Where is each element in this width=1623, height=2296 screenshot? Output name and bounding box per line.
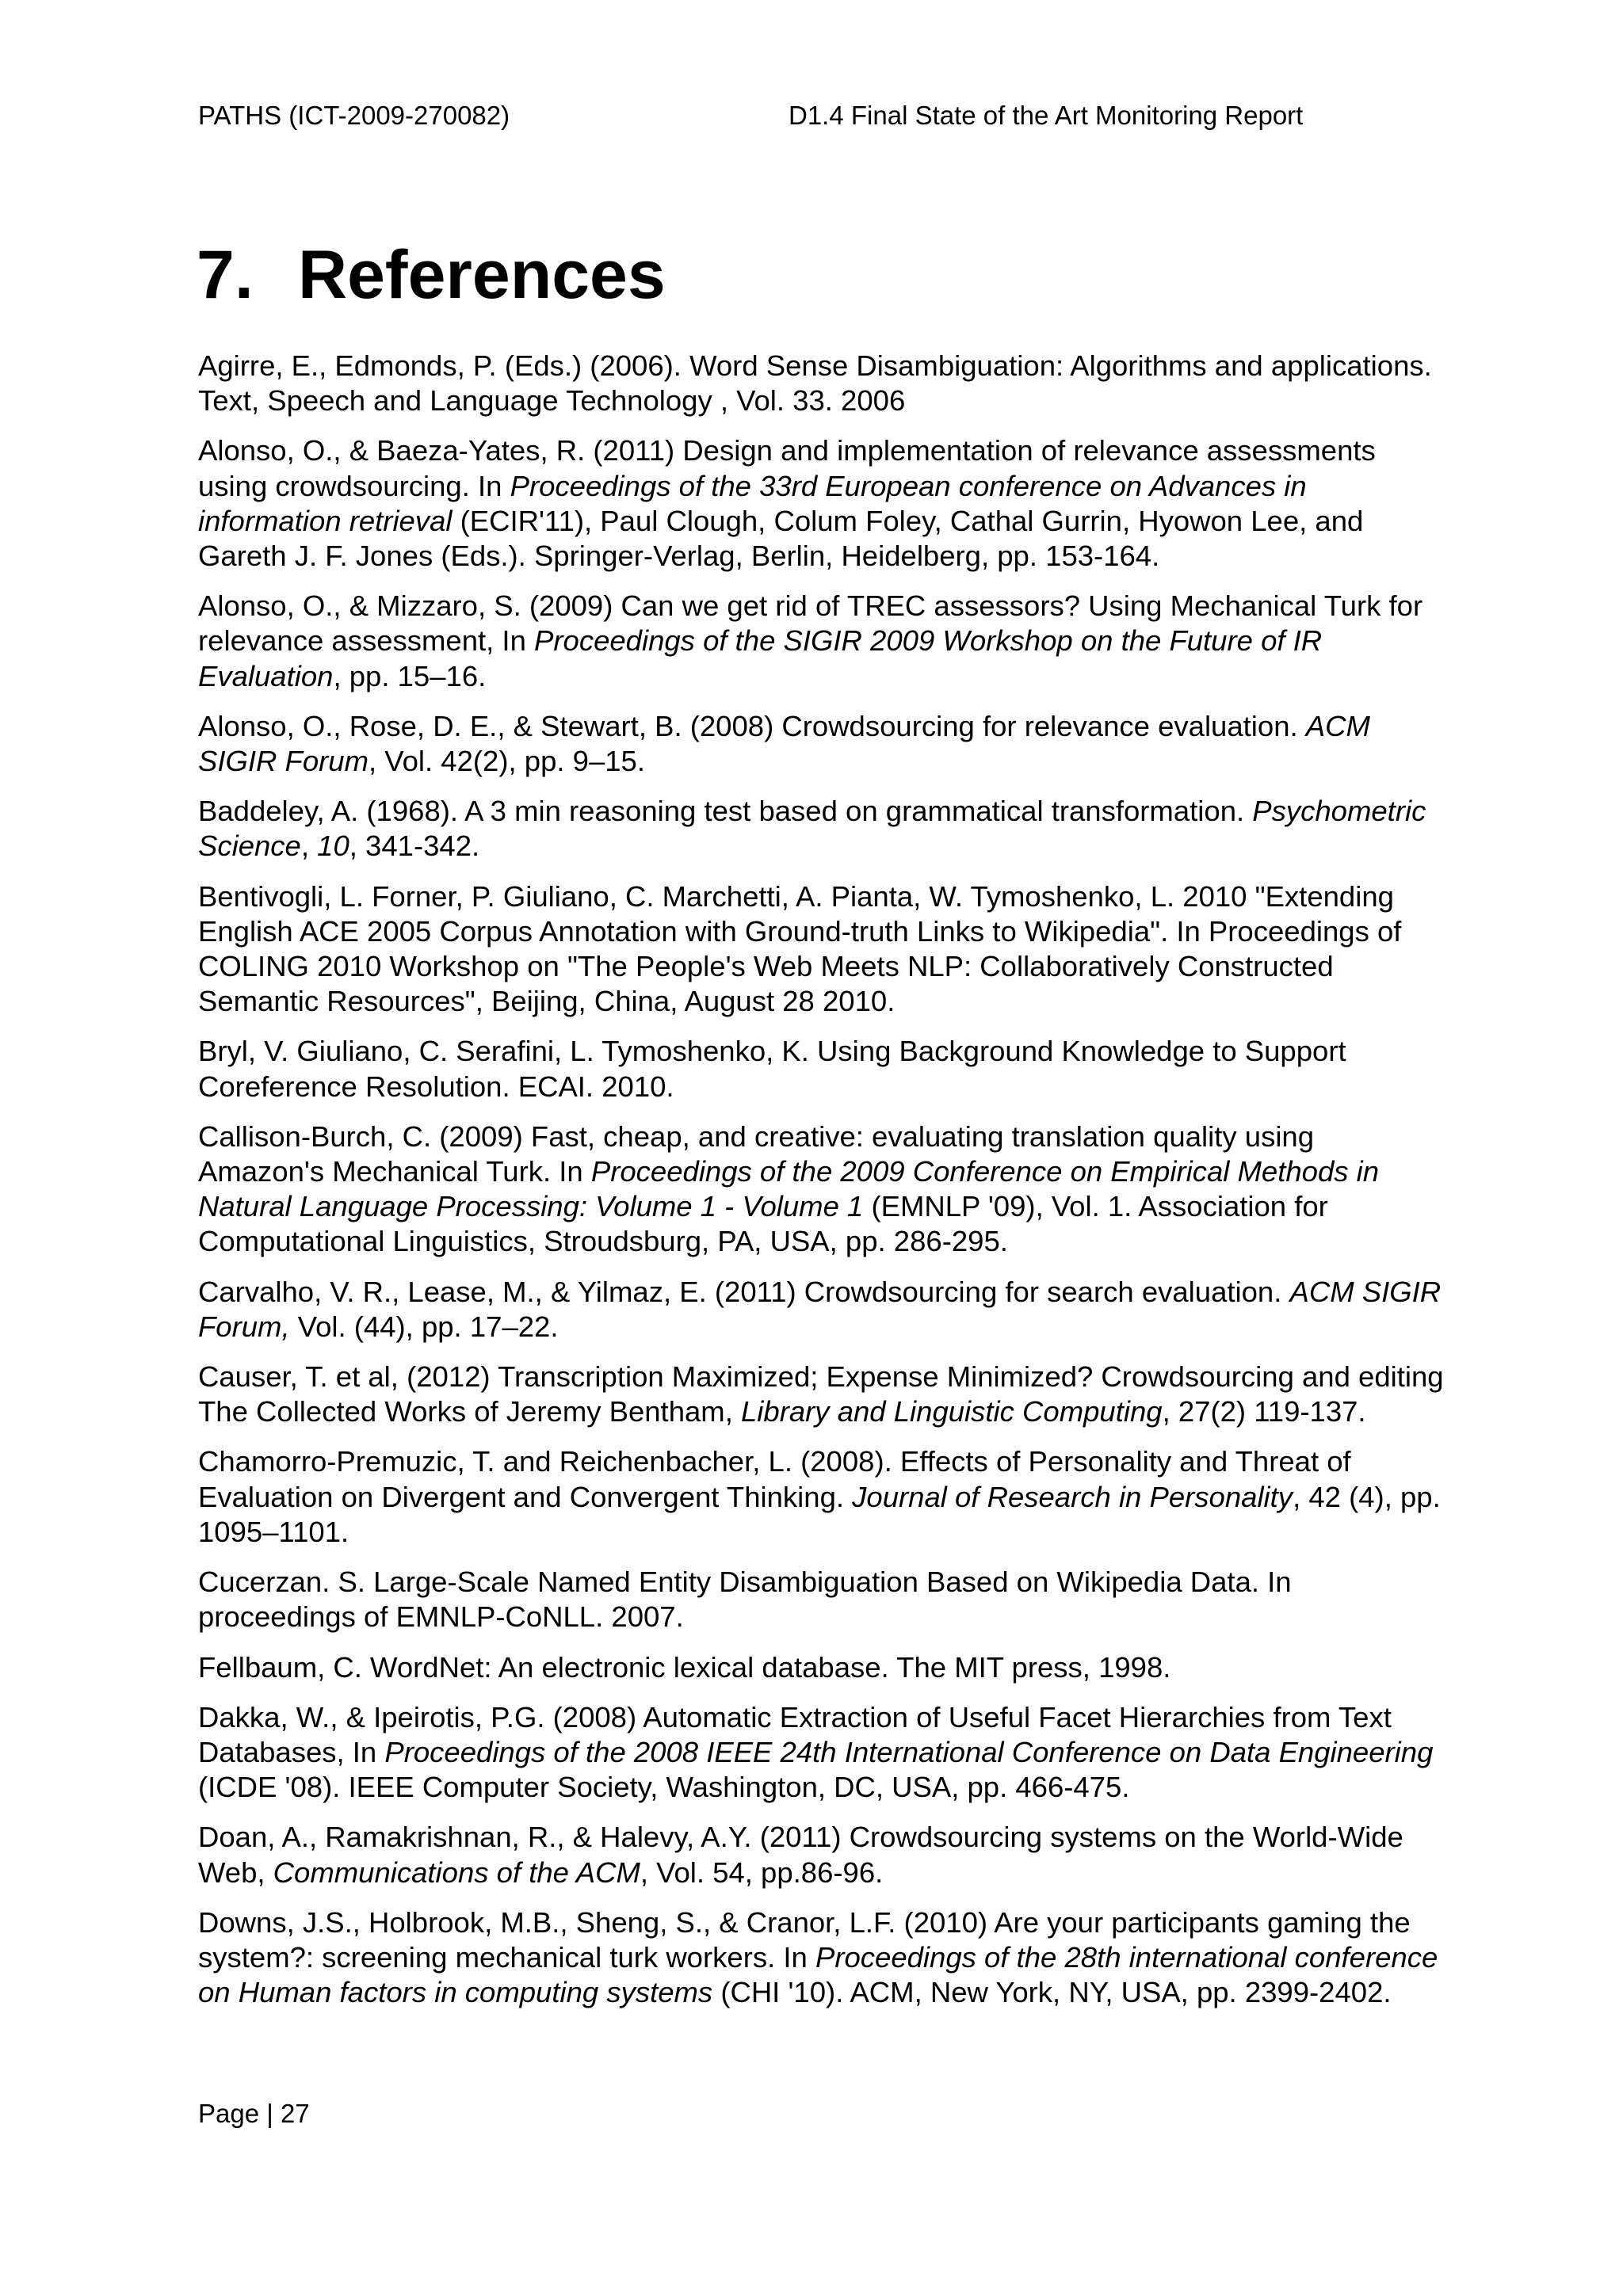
reference-title-italic: Communications of the ACM [273,1855,640,1889]
reference-text: Causer, T. et al, (2012) Transcription Maximized; Expense Minimized? Crowdsourcing and editing The Collected Works of Jeremy Bentham, [198,1360,1444,1428]
reference-text: , 341-342. [349,830,480,863]
reference-entry [198,1820,1446,1890]
reference-text: Bentivogli, L. Forner, P. Giuliano, C. Marchetti, A. Pianta, W. Tymoshenko, L. 2010 "Extending English ACE 2005 Corpus Annotation with Ground-truth Links to Wikipedia". In Proceedings of COLING 2010 Workshop on "The People's Web Meets NLP: Collaboratively Constructed Semantic Resources", Beijing, China, August 28 2010. [198,879,1402,1018]
reference-title-italic: Journal of Research in Personality [852,1480,1293,1513]
reference-text: , pp. 15–16. [333,659,487,692]
page-footer [198,2096,310,2131]
reference-text: Vol. (44), pp. 17–22. [289,1310,559,1343]
reference-text: Dakka, W., & Ipeirotis, P.G. (2008) Automatic Extraction of Useful Facet Hierarchies from Text Databases, In [198,1700,1392,1768]
reference-title-italic: 10 [317,830,349,863]
reference-text: (ECIR'11), Paul Clough, Colum Foley, Cathal Gurrin, Hyowon Lee, and Gareth J. F. Jones (Eds.). Springer-Verlag, Berlin, Heidelberg, pp. 153-164. [198,504,1364,573]
reference-entry [198,1119,1446,1260]
reference-list [198,349,1446,2025]
reference-entry [198,589,1446,694]
reference-text: , Vol. 42(2), pp. 9–15. [368,745,645,778]
reference-text: Fellbaum, C. WordNet: An electronic lexical database. The MIT press, 1998. [198,1650,1171,1684]
reference-text: Chamorro-Premuzic, T. and Reichenbacher, L. (2008). Effects of Personality and Threat of Evaluation on Divergent and Convergent Thinking. [198,1445,1351,1513]
reference-text: Agirre, E., Edmonds, P. (Eds.) (2006). Word Sense Disambiguation: Algorithms and applications. Text, Speech and Language Technology , Vol. 33. 2006 [198,349,1432,418]
reference-text: , [300,830,318,863]
reference-entry [198,709,1446,779]
reference-text: Baddeley, A. (1968). A 3 min reasoning test based on grammatical transformation. [198,795,1253,828]
reference-title-italic: ACM SIGIR Forum, [198,1275,1442,1343]
header-project-id: PATHS (ICT-2009-270082) [198,101,510,130]
reference-title-italic: Proceedings of the SIGIR 2009 Workshop on the Future of IR Evaluation [198,624,1323,692]
reference-title-italic: Library and Linguistic Computing [740,1395,1163,1428]
reference-text: , 42 (4), pp. 1095–1101. [198,1480,1441,1548]
reference-entry [198,1565,1446,1634]
reference-entry [198,1700,1446,1806]
reference-entry [198,1360,1446,1429]
section-title: References [298,237,666,313]
reference-title-italic: Proceedings of the 33rd European conference on Advances in information retrieval [198,469,1307,537]
reference-text: Alonso, O., & Baeza-Yates, R. (2011) Design and implementation of relevance assessments using crowdsourcing. In [198,434,1376,502]
page-number: Page | 27 [198,2099,310,2128]
reference-entry [198,794,1446,864]
reference-entry [198,1905,1446,2011]
reference-title-italic: Proceedings of the 2008 IEEE 24th International Conference on Data Engineering [384,1735,1434,1768]
header-report-title: D1.4 Final State of the Art Monitoring Report [789,101,1304,130]
reference-entry [198,1275,1446,1344]
reference-text: Callison-Burch, C. (2009) Fast, cheap, and creative: evaluating translation quality using Amazon's Mechanical Turk. In [198,1119,1315,1188]
reference-title-italic: Proceedings of the 2009 Conference on Empirical Methods in Natural Language Processing: Volume 1 - Volume 1 [198,1155,1380,1223]
reference-title-italic: ACM SIGIR Forum [198,709,1370,778]
reference-text: Carvalho, V. R., Lease, M., & Yilmaz, E. (2011) Crowdsourcing for search evaluation. [198,1275,1290,1308]
section-number: 7. [197,237,254,313]
reference-text: , 27(2) 119-137. [1162,1395,1366,1428]
reference-text: Alonso, O., & Mizzaro, S. (2009) Can we get rid of TREC assessors? Using Mechanical Turk for relevance assessment, In [198,589,1423,658]
reference-text: Bryl, V. Giuliano, C. Serafini, L. Tymoshenko, K. Using Background Knowledge to Support Coreference Resolution. ECAI. 2010. [198,1035,1346,1103]
reference-entry [198,1444,1446,1550]
reference-entry [198,433,1446,574]
reference-entry [198,879,1446,1020]
page-header [198,98,1425,133]
reference-text: Doan, A., Ramakrishnan, R., & Halevy, A.Y. (2011) Crowdsourcing systems on the World-Wide Web, [198,1821,1403,1889]
reference-title-italic: Psychometric Science [198,795,1426,863]
reference-text: , Vol. 54, pp.86-96. [640,1855,884,1889]
reference-text: (EMNLP '09), Vol. 1. Association for Computational Linguistics, Stroudsburg, PA, USA, pp. 286-295. [198,1190,1328,1258]
reference-entry [198,349,1446,418]
reference-text: (ICDE '08). IEEE Computer Society, Washington, DC, USA, pp. 466-475. [198,1771,1130,1804]
reference-entry [198,1034,1446,1104]
reference-text: (CHI '10). ACM, New York, NY, USA, pp. 2399-2402. [712,1976,1392,2009]
reference-text: Downs, J.S., Holbrook, M.B., Sheng, S., & Cranor, L.F. (2010) Are your participants gaming the system?: screening mechanical turk workers. In [198,1905,1411,1974]
reference-text: Alonso, O., Rose, D. E., & Stewart, B. (2008) Crowdsourcing for relevance evaluation. [198,709,1306,742]
reference-entry [198,1650,1446,1685]
reference-text: Cucerzan. S. Large-Scale Named Entity Disambiguation Based on Wikipedia Data. In proceedings of EMNLP-CoNLL. 2007. [198,1566,1292,1634]
reference-title-italic: Proceedings of the 28th international conference on Human factors in computing systems [198,1940,1438,2009]
section-heading [197,231,666,318]
